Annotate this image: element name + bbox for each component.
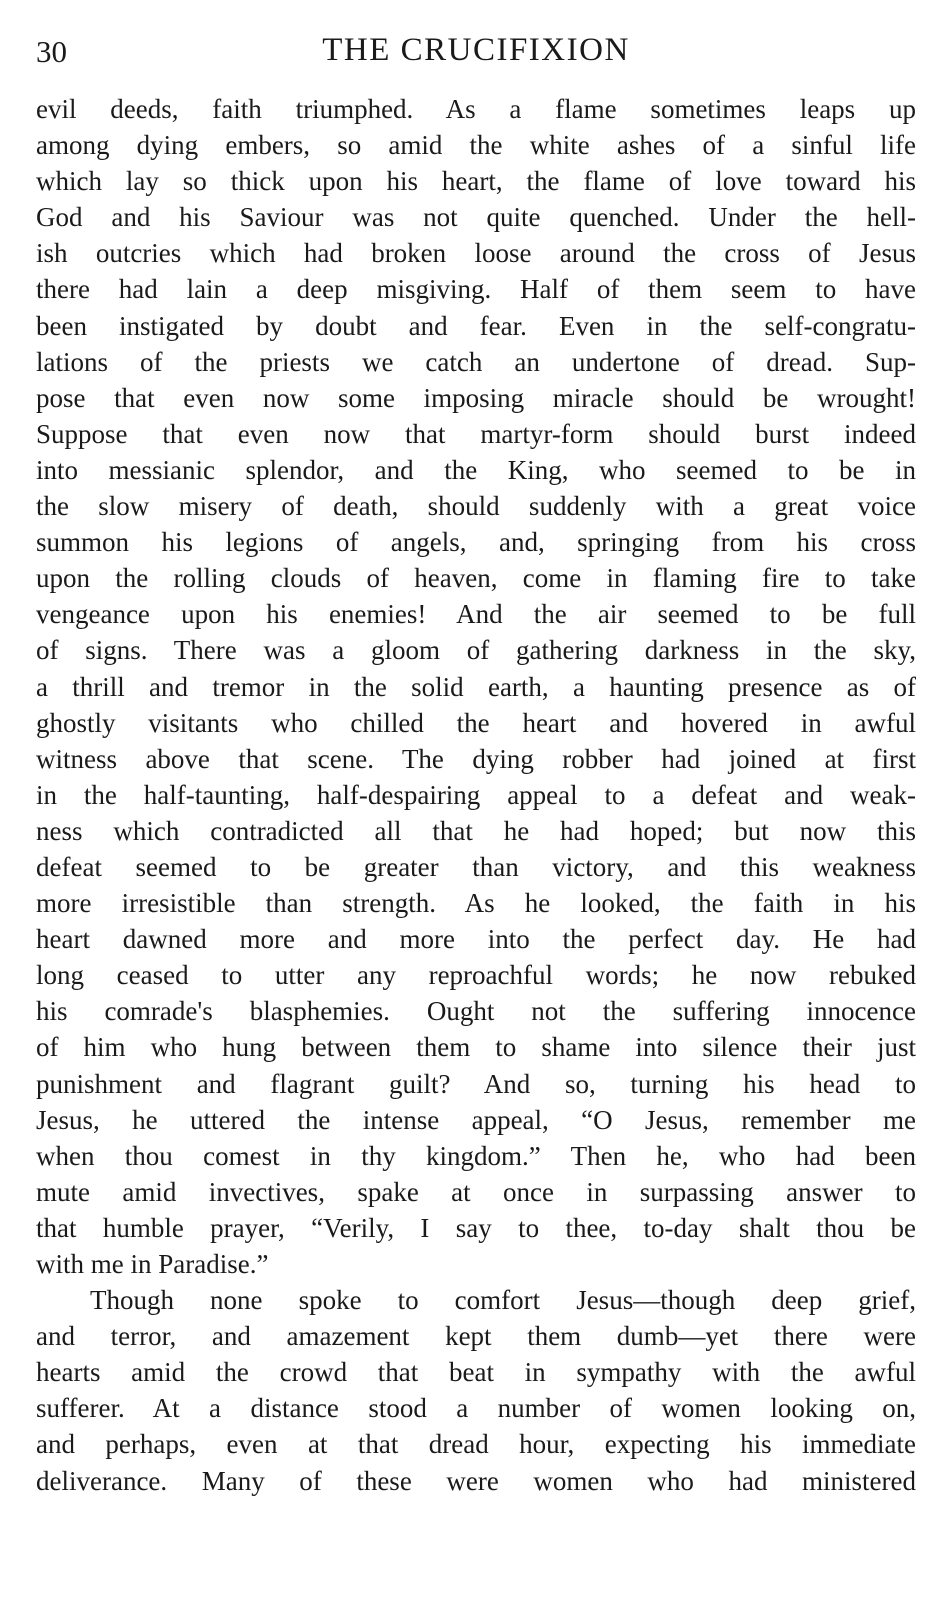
text-line: defeat seemed to be greater than victory, and this weakness [36, 851, 916, 882]
text-line: been instigated by doubt and fear. Even in the self-congratu- [36, 310, 916, 341]
text-line: Though none spoke to comfort Jesus—though deep grief, [90, 1285, 916, 1316]
text-line: pose that even now some imposing miracle should be wrought! [36, 382, 916, 413]
running-title: THE CRUCIFIXION [322, 32, 630, 68]
text-line: among dying embers, so amid the white ashes of a sinful life [36, 130, 916, 161]
text-line: into messianic splendor, and the King, who seemed to be in [36, 454, 916, 485]
text-line: Suppose that even now that martyr-form should burst indeed [36, 418, 916, 449]
text-line: there had lain a deep misgiving. Half of them seem to have [36, 274, 916, 305]
text-line: a thrill and tremor in the solid earth, a haunting presence as of [36, 671, 916, 702]
text-line: heart dawned more and more into the perfect day. He had [36, 924, 916, 955]
text-line: in the half-taunting, half-despairing appeal to a defeat and weak- [36, 779, 916, 810]
body-text [36, 91, 916, 1499]
text-line: hearts amid the crowd that beat in sympathy with the awful [36, 1357, 916, 1388]
text-line: long ceased to utter any reproachful words; he now rebuked [36, 960, 916, 991]
text-line: more irresistible than strength. As he looked, the faith in his [36, 888, 916, 919]
text-line: the slow misery of death, should suddenly with a great voice [36, 491, 916, 522]
text-line: ish outcries which had broken loose around the cross of Jesus [36, 238, 916, 269]
text-line: his comrade's blasphemies. Ought not the suffering innocence [36, 996, 916, 1027]
running-head [36, 28, 916, 76]
text-line: of signs. There was a gloom of gathering darkness in the sky, [36, 635, 916, 666]
text-line: sufferer. At a distance stood a number of women looking on, [36, 1393, 916, 1424]
text-line: deliverance. Many of these were women who had ministered [36, 1465, 916, 1496]
text-line: upon the rolling clouds of heaven, come in flaming fire to take [36, 563, 916, 594]
text-line: summon his legions of angels, and, springing from his cross [36, 527, 916, 558]
text-line: when thou comest in thy kingdom.” Then he, who had been [36, 1140, 916, 1171]
text-line: ness which contradicted all that he had hoped; but now this [36, 815, 916, 846]
text-line: with me in Paradise.” [36, 1249, 269, 1279]
text-line: that humble prayer, “Verily, I say to thee, to-day shalt thou be [36, 1212, 916, 1243]
text-line: and perhaps, even at that dread hour, expecting his immediate [36, 1429, 916, 1460]
page-number: 30 [36, 34, 67, 69]
text-line: which lay so thick upon his heart, the flame of love toward his [36, 166, 916, 197]
text-line: God and his Saviour was not quite quenched. Under the hell- [36, 202, 916, 233]
text-line: ghostly visitants who chilled the heart and hovered in awful [36, 707, 916, 738]
text-line: and terror, and amazement kept them dumb—yet there were [36, 1321, 916, 1352]
text-line: of him who hung between them to shame into silence their just [36, 1032, 916, 1063]
text-line: vengeance upon his enemies! And the air seemed to be full [36, 599, 916, 630]
text-line: lations of the priests we catch an undertone of dread. Sup- [36, 346, 916, 377]
text-line: mute amid invectives, spake at once in surpassing answer to [36, 1176, 916, 1207]
text-line: witness above that scene. The dying robber had joined at first [36, 743, 916, 774]
text-line: punishment and flagrant guilt? And so, turning his head to [36, 1068, 916, 1099]
text-line: Jesus, he uttered the intense appeal, “O Jesus, remember me [36, 1104, 916, 1135]
text-line: evil deeds, faith triumphed. As a flame sometimes leaps up [36, 94, 916, 124]
